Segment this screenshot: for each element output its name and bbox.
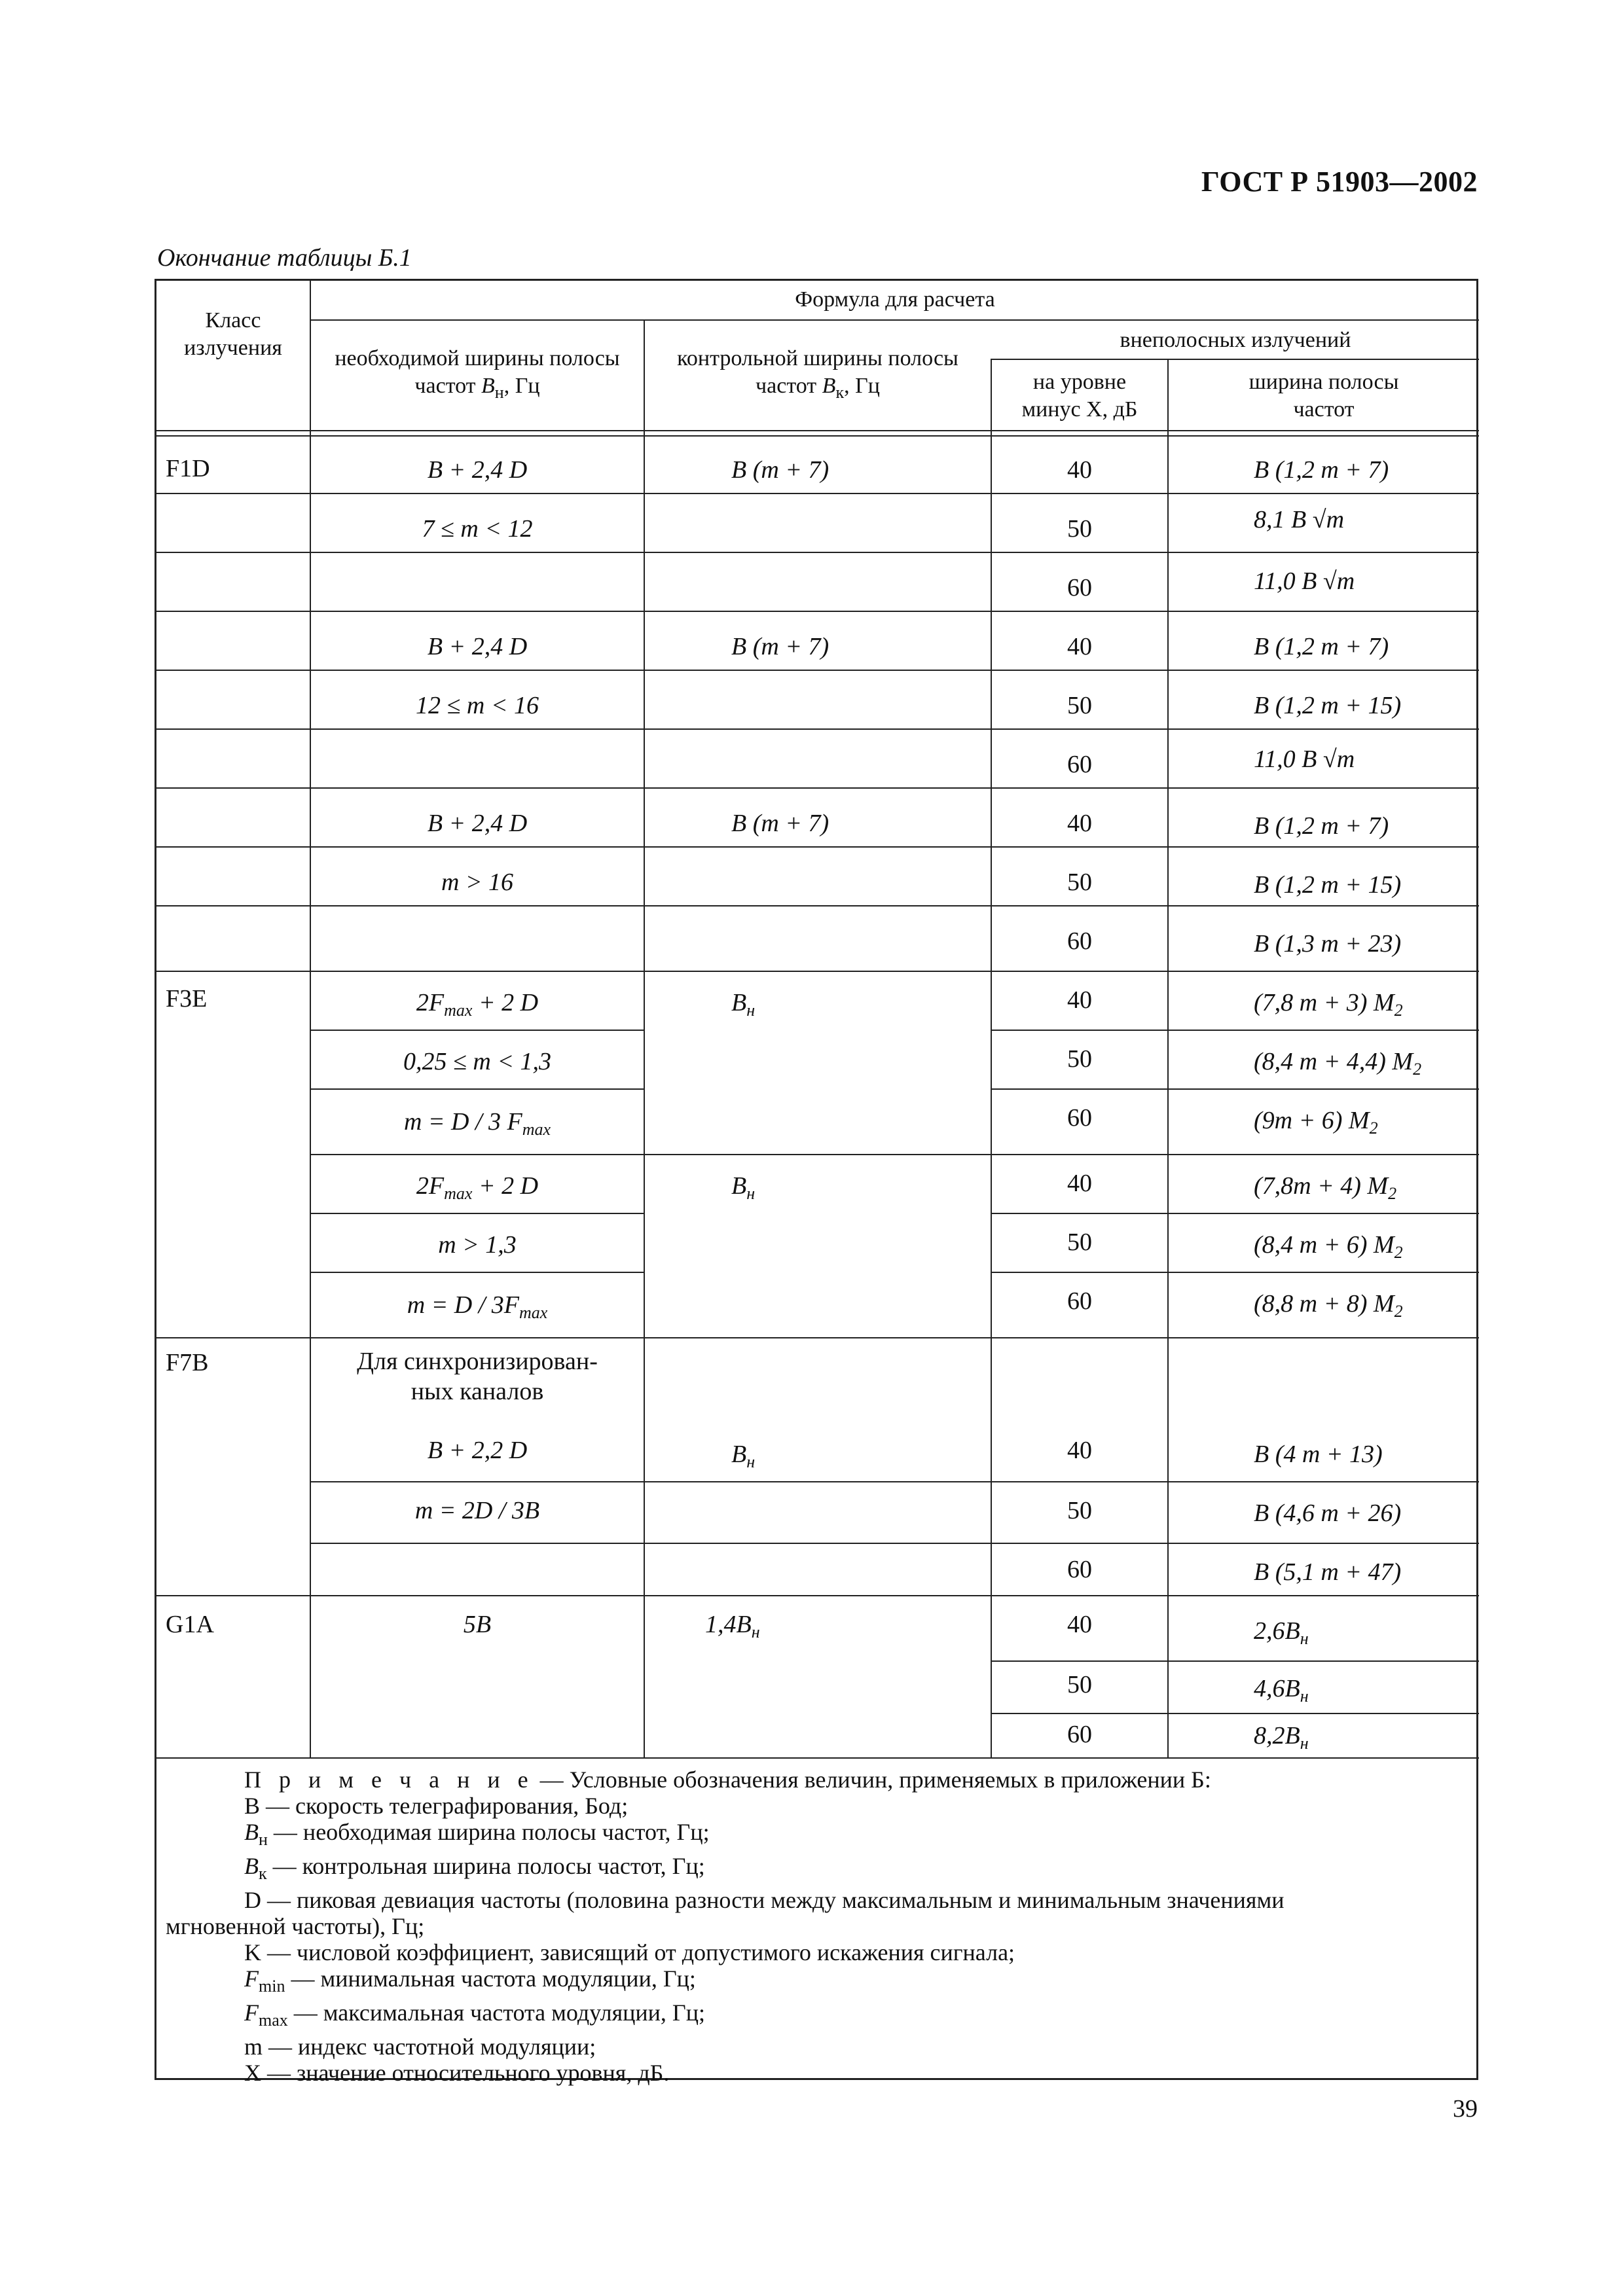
- sqrt-radicand: m: [1326, 506, 1345, 533]
- bandwidth-formula: B (4,6 m + 26): [1254, 1499, 1402, 1527]
- note-fmax-text: — максимальная частота модуляции, Гц;: [287, 2000, 706, 2026]
- bandwidth-formula: [1169, 1230, 1479, 1268]
- bandwidth-formula: [1169, 1616, 1479, 1654]
- table-frame: [155, 279, 1478, 2086]
- header-necessary: [311, 345, 644, 406]
- g1a-control: [645, 1609, 991, 1647]
- sqrt-sign: √: [1322, 567, 1337, 595]
- f7b-sync-line-1: Для синхронизирован-: [357, 1348, 598, 1375]
- header-control-sub: к: [835, 383, 845, 402]
- header-outband: внеполосных излучений: [1120, 328, 1351, 352]
- bandwidth-formula: [1169, 1289, 1479, 1327]
- f1d-condition-2: 12 ≤ m < 16: [416, 692, 539, 719]
- f3e-modindex-1-sub: max: [522, 1120, 551, 1139]
- f7b-control-a: B: [731, 1441, 747, 1468]
- level: 50: [1067, 1671, 1092, 1698]
- note-fmax-symbol: F: [244, 2000, 259, 2026]
- f3e-modindex-1-a: m = D / 3 F: [403, 1108, 522, 1136]
- standard-designation: ГОСТ Р 51903—2002: [1201, 166, 1478, 198]
- note-fmin-text: — минимальная частота модуляции, Гц;: [285, 1965, 696, 1992]
- rule: [992, 1713, 1479, 1714]
- f1d-necessary-3: B + 2,4 D: [427, 810, 528, 837]
- level: 40: [1067, 1437, 1092, 1464]
- bandwidth-formula-sub: н: [1300, 1687, 1309, 1706]
- bandwidth-formula: [1169, 988, 1479, 1026]
- rule: [644, 319, 645, 1757]
- bandwidth-formula: [1169, 1105, 1479, 1143]
- f7b-modindex: m = 2D / 3B: [414, 1497, 540, 1524]
- f7b-sync-line-2: ных каналов: [410, 1378, 544, 1405]
- rule: [156, 787, 1479, 789]
- note-bk-symbol: B: [244, 1853, 259, 1879]
- bandwidth-formula-a: 11,0 B: [1254, 567, 1323, 595]
- rule: [311, 1213, 644, 1214]
- level: 60: [1067, 1287, 1092, 1315]
- bandwidth-formula-a: 2,6B: [1254, 1617, 1300, 1645]
- f1d-condition-3: m > 16: [441, 869, 514, 896]
- f1d-condition-1: 7 ≤ m < 12: [422, 515, 533, 543]
- g1a-control-sub: н: [751, 1623, 760, 1641]
- rule: [311, 1030, 644, 1031]
- header-level: на уровне минус X, дБ: [1021, 370, 1138, 422]
- rule: [992, 1272, 1479, 1273]
- bandwidth-formula: B (1,2 m + 15): [1254, 871, 1402, 899]
- note-intro-line: [166, 1767, 1467, 1793]
- level: 50: [1067, 869, 1092, 896]
- class-f7b: F7B: [166, 1349, 209, 1376]
- note-bn-symbol: B: [244, 1819, 259, 1845]
- level: 40: [1067, 1170, 1092, 1197]
- f3e-necessary-1-sub: max: [444, 1001, 473, 1020]
- level: 50: [1067, 1229, 1092, 1256]
- bandwidth-formula: B (5,1 m + 47): [1254, 1558, 1402, 1586]
- level: 60: [1067, 574, 1092, 601]
- f3e-control-1-a: B: [731, 989, 747, 1016]
- f3e-modindex-2-sub: max: [519, 1303, 548, 1322]
- bandwidth-formula-a: (8,4 m + 4,4) M: [1254, 1048, 1413, 1075]
- rule: [992, 1030, 1479, 1031]
- level: 40: [1067, 810, 1092, 837]
- header-control-text: контрольной ширины полосы частот: [677, 346, 958, 398]
- rule: [156, 971, 1479, 972]
- sqrt-radicand: m: [1336, 567, 1355, 595]
- f3e-modindex-2: [311, 1290, 644, 1328]
- bandwidth-formula-a: (8,8 m + 8) M: [1254, 1290, 1395, 1318]
- header-control-unit: , Гц: [844, 374, 880, 398]
- sqrt-sign: √: [1312, 506, 1326, 533]
- f3e-necessary-1-a: 2F: [416, 989, 445, 1016]
- note-fmin-symbol: F: [244, 1965, 259, 1992]
- f3e-modindex-2-a: m = D / 3F: [407, 1291, 519, 1319]
- g1a-control-a: 1,4B: [705, 1611, 752, 1638]
- note-intro: — Условные обозначения величин, применяемых в приложении Б:: [534, 1767, 1211, 1793]
- rule: [156, 846, 1479, 848]
- note-bk-text: — контрольная ширина полосы частот, Гц;: [266, 1853, 705, 1879]
- note-bk: [166, 1853, 1467, 1887]
- table-note: [156, 1767, 1476, 2086]
- level: 40: [1067, 456, 1092, 484]
- f3e-control-2: [645, 1171, 991, 1209]
- note-bn: [166, 1819, 1467, 1853]
- note-d-line-2: мгновенной частоты), Гц;: [166, 1913, 425, 1939]
- note-bk-sub: к: [259, 1864, 267, 1883]
- level: 60: [1067, 1104, 1092, 1132]
- level: 60: [1067, 751, 1092, 778]
- f3e-control-2-sub: н: [746, 1184, 756, 1203]
- note-m: m — индекс частотной модуляции;: [244, 2034, 596, 2060]
- bandwidth-formula-sub: н: [1300, 1734, 1309, 1753]
- f3e-necessary-2-sub: max: [444, 1184, 473, 1203]
- note-fmax-sub: max: [259, 2011, 288, 2030]
- bandwidth-formula: [1169, 566, 1479, 596]
- bandwidth-formula: [1169, 505, 1479, 535]
- note-x: X — значение относительного уровня, дБ.: [244, 2060, 670, 2086]
- rule: [992, 1213, 1479, 1214]
- header-necessary-symbol: B: [481, 374, 495, 398]
- level: 40: [1067, 633, 1092, 660]
- rule: [156, 670, 1479, 671]
- rule: [311, 1154, 1479, 1155]
- bandwidth-formula-a: (7,8 m + 3) M: [1254, 989, 1395, 1016]
- bandwidth-formula: [1169, 744, 1479, 774]
- rule: [311, 1481, 1479, 1482]
- bandwidth-formula-sub: н: [1300, 1629, 1309, 1648]
- rule: [156, 1595, 1479, 1596]
- header-formula: Формула для расчета: [795, 287, 995, 312]
- header-control-symbol: B: [822, 374, 836, 398]
- bandwidth-formula-sub: 2: [1369, 1119, 1378, 1138]
- note-fmax: [166, 2000, 1467, 2034]
- f7b-necessary: B + 2,2 D: [427, 1437, 528, 1464]
- f3e-necessary-1-b: + 2 D: [472, 989, 539, 1016]
- bandwidth-formula-a: (8,4 m + 6) M: [1254, 1231, 1395, 1259]
- bandwidth-formula-sub: 2: [1413, 1060, 1422, 1079]
- rule: [156, 905, 1479, 906]
- page-number: 39: [1453, 2095, 1478, 2123]
- f1d-necessary-1: B + 2,4 D: [427, 456, 528, 484]
- f7b-control: [645, 1439, 991, 1477]
- rule: [992, 1088, 1479, 1090]
- f3e-control-2-a: B: [731, 1172, 747, 1200]
- level: 60: [1067, 927, 1092, 955]
- header-necessary-unit: , Гц: [503, 374, 540, 398]
- sqrt-sign: √: [1322, 745, 1337, 773]
- f3e-control-1: [645, 988, 991, 1026]
- bandwidth-formula-a: (9m + 6) M: [1254, 1107, 1370, 1134]
- level: 50: [1067, 692, 1092, 719]
- f3e-modindex-1: [311, 1107, 644, 1145]
- bandwidth-formula: [1169, 1721, 1479, 1759]
- level: 50: [1067, 515, 1092, 543]
- header-necessary-sub: н: [494, 383, 504, 402]
- rule: [156, 435, 1479, 437]
- bandwidth-formula-a: 8,2B: [1254, 1722, 1300, 1749]
- note-title: П р и м е ч а н и е: [244, 1767, 534, 1793]
- class-g1a: G1A: [166, 1611, 214, 1638]
- header-bandwidth: ширина полосы частот: [1249, 370, 1399, 422]
- sqrt-radicand: m: [1336, 745, 1355, 773]
- bandwidth-formula-a: (7,8m + 4) M: [1254, 1172, 1389, 1200]
- rule: [992, 359, 1479, 360]
- rule: [156, 728, 1479, 730]
- bandwidth-formula: [1169, 1047, 1479, 1085]
- f1d-control-2: B (m + 7): [731, 633, 830, 660]
- f3e-necessary-2-a: 2F: [416, 1172, 445, 1200]
- level: 40: [1067, 986, 1092, 1014]
- f3e-necessary-1: [311, 988, 644, 1026]
- g1a-necessary: 5B: [463, 1611, 492, 1638]
- bandwidth-formula: B (1,2 m + 7): [1254, 812, 1389, 840]
- f1d-control-1: B (m + 7): [731, 456, 830, 484]
- class-f3e: F3E: [166, 985, 208, 1013]
- note-d-line-1: D — пиковая девиация частоты (половина разности между максимальным и минимальным значениями: [244, 1887, 1285, 1913]
- note-bn-sub: н: [259, 1830, 268, 1849]
- bandwidth-formula: B (1,3 m + 23): [1254, 930, 1402, 958]
- level: 60: [1067, 1556, 1092, 1583]
- bandwidth-formula-sub: 2: [1394, 1302, 1403, 1321]
- level: 50: [1067, 1045, 1092, 1073]
- bandwidth-formula: B (4 m + 13): [1254, 1441, 1383, 1468]
- rule: [311, 1272, 644, 1273]
- class-f1d: F1D: [166, 455, 210, 482]
- bandwidth-formula: [1169, 1674, 1479, 1712]
- rule: [311, 1088, 644, 1090]
- level: 40: [1067, 1611, 1092, 1638]
- bandwidth-formula: [1169, 1171, 1479, 1209]
- rule: [156, 552, 1479, 553]
- bandwidth-formula: B (1,2 m + 15): [1254, 692, 1402, 719]
- bandwidth-formula: B (1,2 m + 7): [1254, 633, 1389, 660]
- note-bn-text: — необходимая ширина полосы частот, Гц;: [267, 1819, 710, 1845]
- note-fmin-sub: min: [259, 1977, 285, 1996]
- rule: [992, 1660, 1479, 1662]
- rule: [311, 1543, 1479, 1544]
- bandwidth-formula-sub: 2: [1388, 1184, 1397, 1203]
- bandwidth-formula: B (1,2 m + 7): [1254, 456, 1389, 484]
- f3e-control-1-sub: н: [746, 1001, 756, 1020]
- f3e-necessary-2-b: + 2 D: [472, 1172, 539, 1200]
- bandwidth-formula-sub: 2: [1394, 1243, 1403, 1262]
- header-class: Класс излучения: [184, 308, 282, 360]
- f3e-condition-1: 0,25 ≤ m < 1,3: [403, 1048, 551, 1075]
- rule: [156, 1337, 1479, 1338]
- f3e-condition-2: m > 1,3: [438, 1231, 517, 1259]
- f1d-necessary-2: B + 2,4 D: [427, 633, 528, 660]
- note-fmin: [166, 1965, 1467, 2000]
- f3e-necessary-2: [311, 1171, 644, 1209]
- bandwidth-formula-a: 8,1 B: [1254, 506, 1313, 533]
- rule: [156, 493, 1479, 494]
- table-caption: Окончание таблицы Б.1: [157, 244, 412, 272]
- rule: [311, 319, 1479, 321]
- bandwidth-formula-a: 4,6B: [1254, 1675, 1300, 1702]
- note-b: B — скорость телеграфирования, Бод;: [244, 1793, 629, 1819]
- bandwidth-formula-a: 11,0 B: [1254, 745, 1323, 773]
- rule: [156, 611, 1479, 612]
- note-k: K — числовой коэффициент, зависящий от допустимого искажения сигнала;: [244, 1939, 1015, 1965]
- f1d-control-3: B (m + 7): [731, 810, 830, 837]
- f7b-control-sub: н: [746, 1452, 756, 1471]
- header-necessary-text: необходимой ширины полосы частот: [335, 346, 620, 398]
- bandwidth-formula-sub: 2: [1394, 1001, 1403, 1020]
- level: 50: [1067, 1497, 1092, 1524]
- header-control: [645, 345, 991, 406]
- rule: [156, 430, 1479, 431]
- level: 60: [1067, 1721, 1092, 1748]
